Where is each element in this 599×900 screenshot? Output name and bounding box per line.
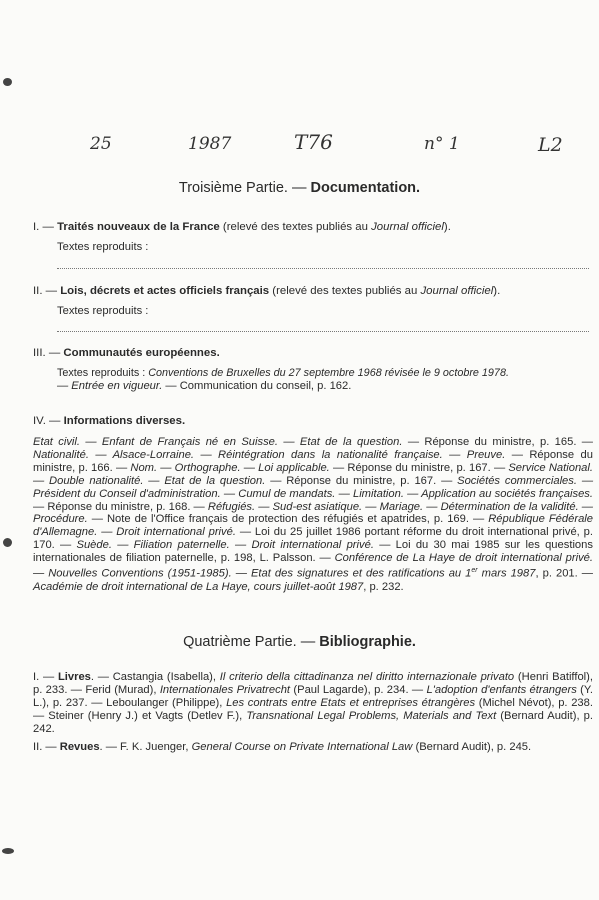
part-three-heading: Troisième Partie. — Documentation. [178,180,421,196]
section-ii-subheading: Textes reproduits : [57,305,149,317]
handwritten-annotation: 1987 [188,134,232,154]
binding-hole-mark [2,848,14,854]
dotted-leader [57,327,589,332]
handwritten-annotation: T76 [294,130,333,154]
part-four-heading: Quatrième Partie. — Bibliographie. [183,634,416,650]
handwritten-annotation: L2 [538,134,563,156]
section-iii-heading: III. — Communautés européennes. [33,347,220,359]
section-iv-body: Etat civil. — Enfant de Français né en Suisse. — Etat de la question. — Réponse du ministre, p. 165. — Nationalité. — Alsace-Lorraine. — Réintégration dans la nationalité française. — Preuve. — Réponse du ministre, p. 166. — Nom. — Orthographe. — Loi applicable. — Réponse du ministre, p. 167. — Service National. — Double nationalité. — Etat de la question. — Réponse du ministre, p. 167. — Sociétés commerciales. — Président du Conseil d'administration. — Cumul de mandats. — Limitation. — Application au sociétés françaises. — Réponse du ministre, p. 168. — Réfugiés. — Sud-est asiatique. — Mariage. — Détermination de la validité. — Procédure. — Note de l'Office français de protection des réfugiés et apatrides, p. 169. — République Fédérale d'Allemagne. — Droit international privé. — Loi du 25 juillet 1986 portant réforme du droit international privé, p. 170. — Suède. — Filiation paternelle. — Droit international privé. — Loi du 30 mai 1985 sur les questions internationales de filiation paternelle, p. 198, L. Palsson. — Conférence de La Haye de droit international privé. — Nouvelles Conventions (1951-1985). — Etat des signatures et des ratifications au 1er mars 1987, p. 201. — Académie de droit international de La Haye, cours juillet-août 1987, p. 232. [33,436,594,593]
binding-hole-mark [3,78,12,86]
section-i-subheading: Textes reproduits : [57,241,149,253]
section-ii-heading: II. — Lois, décrets et actes officiels français (relevé des textes publiés au Journal officiel). [33,285,501,297]
binding-hole-mark [3,538,12,547]
section-i-heading: I. — Traités nouveaux de la France (relevé des textes publiés au Journal officiel). [33,221,451,233]
bibliography-reviews: II. — Revues. — F. K. Juenger, General Course on Private International Law (Bernard Audit), p. 245. [33,741,532,753]
section-iii-body: Textes reproduits : Conventions de Bruxelles du 27 septembre 1968 révisée le 9 octobre 1978. — Entrée en vigueur. — Communication du conseil, p. 162. [57,367,509,392]
handwritten-annotation: n° 1 [424,134,460,154]
dotted-leader [57,264,589,269]
bibliography-books: I. — Livres. — Castangia (Isabella), Il criterio della cittadinanza nel diritto internazionale privato (Henri Batiffol), p. 233. — Ferid (Murad), Internationales Privatrecht (Paul Lagarde), p. 234. — L'adoption d'enfants étrangers (Y. L.), p. 237. — Leboulanger (Philippe), Les contrats entre Etats et entreprises étrangères (Michel Névot), p. 238. — Steiner (Henry J.) et Vagts (Detlev F.), Transnational Legal Problems, Materials and Text (Bernard Audit), p. 242. [33,671,594,735]
handwritten-annotation: 25 [90,134,112,154]
section-iv-heading: IV. — Informations diverses. [33,415,186,427]
